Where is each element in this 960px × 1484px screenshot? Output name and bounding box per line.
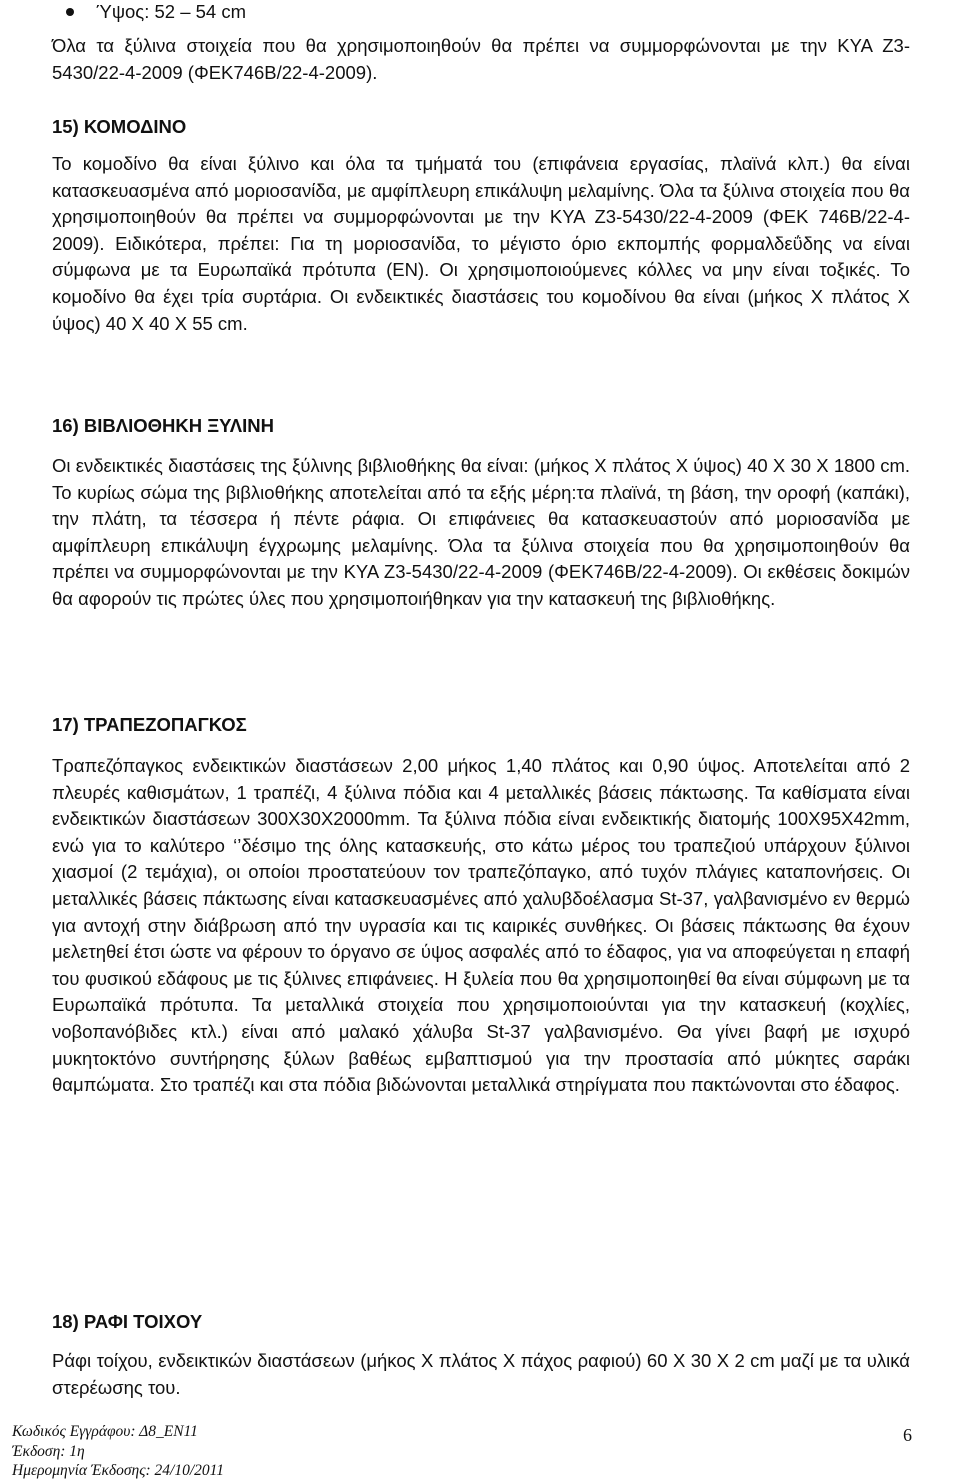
bullet-item — [52, 0, 910, 26]
section-16-heading: 16) ΒΙΒΛΙΟΘΗΚΗ ΞΥΛΙΝΗ — [52, 415, 274, 436]
section-16-paragraph: Οι ενδεικτικές διαστάσεις της ξύλινης βιβλιοθήκης θα είναι: (μήκος Χ πλάτος Χ ύψος) 40 Χ 30 Χ 1800 cm. Το κυρίως σώμα της βιβλιοθήκης αποτελείται από τα εξής μέρη:τα πλαϊνά, τη βάση, την οροφή (καπάκι), την πλάτη, τα τέσσερα ή πέντε ράφια. Οι επιφάνειες θα κατασκευαστούν από μοριοσανίδα με αμφίπλευρη επικάλυψη έγχρωμης μελαμίνης. Όλα τα ξύλινα στοιχεία που θα χρησιμοποιηθούν θα πρέπει να συμμορφώνονται με την ΚΥΑ Ζ3-5430/22-4-2009 (ΦΕΚ746Β/22-4-2009). Οι εκθέσεις δοκιμών θα αφορούν τις πρώτες ύλες που χρησιμοποιήθηκαν για την κατασκευή της βιβλιοθήκης. — [52, 455, 910, 609]
bullet-icon — [66, 8, 74, 16]
section-17-heading: 17) ΤΡΑΠΕΖΟΠΑΓΚΟΣ — [52, 714, 247, 735]
page-number: 6 — [903, 1425, 912, 1445]
document-code: Κωδικός Εγγράφου: Δ8_ΕΝ11 — [12, 1423, 198, 1440]
intro-paragraph: Όλα τα ξύλινα στοιχεία που θα χρησιμοποιηθούν θα πρέπει να συμμορφώνονται με την ΚΥΑ Ζ3-5430/22-4-2009 (ΦΕΚ746Β/22-4-2009). — [52, 35, 910, 83]
section-18-paragraph: Ράφι τοίχου, ενδεικτικών διαστάσεων (μήκος Χ πλάτος Χ πάχος ραφιού) 60 Χ 30 Χ 2 cm μαζί με τα υλικά στερέωσης του. — [52, 1350, 910, 1398]
edition: Έκδοση: 1η — [12, 1442, 85, 1460]
section-17-paragraph: Τραπεζόπαγκος ενδεικτικών διαστάσεων 2,00 μήκος 1,40 πλάτος και 0,90 ύψος. Αποτελείται από 2 πλευρές καθισμάτων, 1 τραπέζι, 4 ξύλινα πόδια και 4 μεταλλικές βάσεις πάκτωσης. Τα καθίσματα είναι ενδεικτικών διαστάσεων 300Χ30Χ2000mm. Τα ξύλινα πόδια είναι ενδεικτικής διατομής 100Χ95Χ42mm, ενώ για το καλύτερο ‘’δέσιμο της όλης κατασκευής, στο κάτω μέρος του τραπεζιού υπάρχουν ξύλινοι χιασμοί (2 τεμάχια), οι οποίοι προστατεύουν τον τραπεζόπαγκο, από τυχόν πλάγιες καταπονήσεις. Οι μεταλλικές βάσεις πάκτωσης είναι κατασκευασμένες από χαλυβδοέλασμα St-37, γαλβανισμένο εν θερμώ για αντοχή στην διάβρωση από την υγρασία και τις καιρικές συνθήκες. Οι βάσεις πάκτωσης θα έχουν μελετηθεί έτσι ώστε να φέρουν το όργανο σε ύψος ασφαλές από το έδαφος, για να αποφεύγεται η επαφή του φυσικού εδάφους με τις ξύλινες επιφάνειες. Η ξυλεία που θα χρησιμοποιηθεί θα είναι σύμφωνη με τα Ευρωπαϊκά πρότυπα. Τα μεταλλικά στοιχεία που χρησιμοποιούνται για την κατασκευή (κοχλίες, νοβοπανόβιδες κτλ.) είναι από μαλακό χάλυβα St-37 γαλβανισμένο. Θα γίνει βαφή με ισχυρό μυκητοκτόνο συντήρησης ξύλων βαθέως εμβαπτισμού για την προστασία από μύκητες σαράκι θαμπώματα. Στο τραπέζι και στα πόδια βιδώνονται μεταλλικά στηρίγματα που πακτώνονται στο έδαφος. — [52, 755, 910, 1096]
section-15-paragraph: Το κομοδίνο θα είναι ξύλινο και όλα τα τμήματά του (επιφάνεια εργασίας, πλαϊνά κλπ.) θα είναι κατασκευασμένα από μοριοσανίδα, με αμφίπλευρη επικάλυψη μελαμίνης. Όλα τα ξύλινα στοιχεία που θα χρησιμοποιηθούν θα πρέπει να συμμορφώνονται με την ΚΥΑ Ζ3-5430/22-4-2009 (ΦΕΚ 746Β/22-4-2009). Ειδικότερα, πρέπει: Για τη μοριοσανίδα, το μέγιστο όριο εκπομπής φορμαλδεΰδης να είναι σύμφωνα με τα Ευρωπαϊκά πρότυπα (ΕΝ). Οι χρησιμοποιούμενες κόλλες να μην είναι τοξικές. Το κομοδίνο θα έχει τρία συρτάρια. Οι ενδεικτικές διαστάσεις του κομοδίνου θα είναι (μήκος Χ πλάτος Χ ύψος) 40 Χ 40 Χ 55 cm. — [52, 153, 910, 334]
section-18-heading: 18) ΡΑΦΙ ΤΟΙΧΟΥ — [52, 1311, 203, 1332]
edition-date: Ημερομηνία Έκδοσης: 24/10/2011 — [12, 1462, 224, 1479]
section-15-heading: 15) ΚΟΜΟΔΙΝΟ — [52, 116, 187, 137]
bullet-text: Ύψος: 52 – 54 cm — [96, 1, 247, 22]
page-footer — [12, 1422, 912, 1484]
